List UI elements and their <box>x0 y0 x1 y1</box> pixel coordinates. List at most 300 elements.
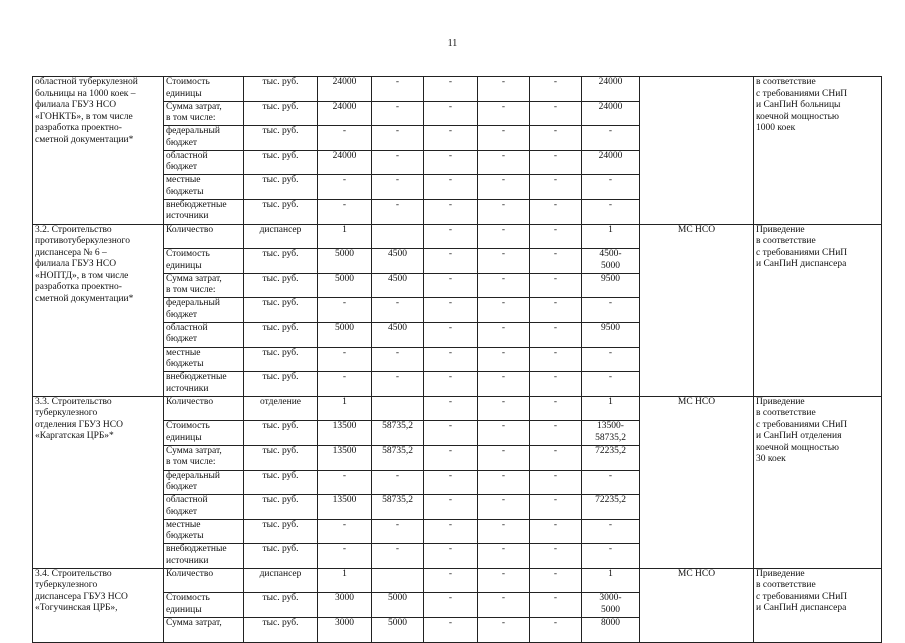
value-cell <box>372 568 424 593</box>
value-cell-line: - <box>448 445 453 456</box>
unit-cell: тыс. руб. <box>244 322 318 347</box>
measure-title-line: разработка проектно- <box>35 282 122 293</box>
value-cell-line: 24000 <box>332 101 357 112</box>
value-cell <box>478 568 530 593</box>
value-cell-line: - <box>553 396 558 407</box>
value-cell-line: - <box>448 249 453 260</box>
total-cell <box>582 273 640 298</box>
value-cell-line: - <box>342 347 347 358</box>
indicator-name-line: единицы <box>166 88 202 99</box>
indicator-name <box>164 347 244 372</box>
value-cell <box>478 593 530 618</box>
indicator-name-line: федеральный <box>166 470 220 481</box>
value-cell-line: 58735,2 <box>382 445 413 456</box>
expected-result-line: Приведение <box>756 224 805 235</box>
indicator-name <box>164 199 244 224</box>
value-cell-line: - <box>553 618 558 629</box>
value-cell <box>424 273 478 298</box>
value-cell <box>478 421 530 446</box>
unit-cell: диспансер <box>244 568 318 593</box>
value-cell <box>478 495 530 520</box>
value-cell <box>318 150 372 175</box>
value-cell-line: - <box>553 298 558 309</box>
value-cell-line: - <box>395 150 400 161</box>
value-cell-line: 58735,2 <box>382 421 413 432</box>
value-cell <box>530 322 582 347</box>
indicator-name <box>164 249 244 274</box>
value-cell-line: - <box>553 445 558 456</box>
value-cell <box>530 618 582 643</box>
value-cell-line: - <box>553 199 558 210</box>
table-row <box>33 396 882 421</box>
value-cell-line: - <box>501 273 506 284</box>
indicator-name <box>164 224 244 249</box>
value-cell <box>530 273 582 298</box>
expected-result-line: и СанПиН отделения <box>756 431 842 442</box>
unit-cell: диспансер <box>244 224 318 249</box>
measure-title-line: 3.3. Строительство <box>35 396 112 407</box>
value-cell-line: - <box>395 519 400 530</box>
value-cell-line: 5000 <box>335 273 354 284</box>
value-cell <box>318 249 372 274</box>
indicator-name <box>164 322 244 347</box>
indicator-name-line: бюджет <box>166 334 198 345</box>
indicator-name-line: внебюджетные <box>166 372 227 383</box>
total-cell-line: 1 <box>608 396 613 407</box>
indicator-name-line: областной <box>166 495 208 506</box>
total-cell-line: 1 <box>608 568 613 579</box>
value-cell <box>318 126 372 151</box>
unit-cell: тыс. руб. <box>244 495 318 520</box>
value-cell-line: 5000 <box>388 593 407 604</box>
indicator-name-line: Стоимость <box>166 421 210 432</box>
value-cell-line: - <box>501 396 506 407</box>
expected-result-line: с требованиями СНиП <box>756 88 848 99</box>
value-cell <box>372 421 424 446</box>
value-cell-line: 5000 <box>388 618 407 629</box>
value-cell-line: - <box>501 445 506 456</box>
value-cell-line: - <box>553 322 558 333</box>
indicator-name <box>164 618 244 643</box>
measure-title <box>33 396 164 568</box>
indicator-name-line: в том числе: <box>166 285 216 296</box>
unit-cell: тыс. руб. <box>244 470 318 495</box>
unit-cell: тыс. руб. <box>244 445 318 470</box>
expected-result-line: с требованиями СНиП <box>756 247 848 258</box>
value-cell-line: - <box>553 101 558 112</box>
total-cell-line: 58735,2 <box>595 432 626 443</box>
value-cell <box>372 519 424 544</box>
total-cell <box>582 347 640 372</box>
value-cell <box>478 618 530 643</box>
value-cell <box>318 618 372 643</box>
total-cell-line: - <box>608 175 613 186</box>
measure-title-line: филиала ГБУЗ НСО <box>35 259 117 270</box>
expected-result-line: в соответствие <box>756 77 816 87</box>
value-cell <box>372 150 424 175</box>
total-cell <box>582 101 640 126</box>
value-cell-line: - <box>395 101 400 112</box>
total-cell-line: - <box>608 126 613 137</box>
total-cell <box>582 544 640 569</box>
value-cell <box>424 593 478 618</box>
value-cell-line: - <box>501 199 506 210</box>
total-cell <box>582 372 640 397</box>
measure-title-line: «Каргатская ЦРБ»* <box>35 431 114 442</box>
value-cell-line: - <box>448 273 453 284</box>
measure-title <box>33 568 164 642</box>
value-cell <box>318 396 372 421</box>
indicator-name <box>164 175 244 200</box>
value-cell <box>318 175 372 200</box>
indicator-name-line: внебюджетные <box>166 544 227 555</box>
value-cell-line: - <box>553 519 558 530</box>
total-cell-line: 1 <box>608 224 613 235</box>
measure-title-line: областной туберкулезной <box>35 77 138 87</box>
value-cell <box>318 77 372 102</box>
value-cell-line: - <box>448 298 453 309</box>
value-cell <box>530 347 582 372</box>
value-cell <box>424 372 478 397</box>
value-cell <box>372 470 424 495</box>
total-cell <box>582 175 640 200</box>
value-cell <box>530 396 582 421</box>
value-cell-line: - <box>448 175 453 186</box>
value-cell <box>424 175 478 200</box>
unit-cell: тыс. руб. <box>244 199 318 224</box>
indicator-name-line: бюджет <box>166 309 198 320</box>
value-cell <box>478 372 530 397</box>
value-cell-line: - <box>448 372 453 383</box>
value-cell <box>424 544 478 569</box>
value-cell <box>424 101 478 126</box>
value-cell-line: - <box>501 347 506 358</box>
value-cell <box>478 273 530 298</box>
indicator-name-line: источники <box>166 211 209 222</box>
value-cell-line: 3000 <box>335 593 354 604</box>
value-cell <box>530 445 582 470</box>
indicator-name <box>164 273 244 298</box>
value-cell <box>478 101 530 126</box>
value-cell <box>318 273 372 298</box>
value-cell <box>318 372 372 397</box>
value-cell-line: - <box>342 126 347 137</box>
indicator-name <box>164 126 244 151</box>
value-cell <box>530 126 582 151</box>
value-cell <box>478 445 530 470</box>
total-cell <box>582 199 640 224</box>
value-cell-line: - <box>553 175 558 186</box>
value-cell <box>318 421 372 446</box>
indicator-name-line: в том числе: <box>166 457 216 468</box>
value-cell-line: 24000 <box>332 77 357 87</box>
total-cell <box>582 495 640 520</box>
measure-title <box>33 224 164 396</box>
program-table <box>32 76 882 643</box>
value-cell-line: - <box>448 199 453 210</box>
value-cell-line: - <box>501 298 506 309</box>
value-cell-line: - <box>395 544 400 555</box>
total-cell-line: 5000 <box>601 604 620 615</box>
value-cell <box>530 519 582 544</box>
total-cell <box>582 470 640 495</box>
value-cell <box>478 519 530 544</box>
indicator-name <box>164 101 244 126</box>
total-cell-line: 9500 <box>601 322 620 333</box>
value-cell <box>478 298 530 323</box>
measure-title-line: диспансера № 6 – <box>35 247 107 258</box>
indicator-name <box>164 421 244 446</box>
indicator-name <box>164 150 244 175</box>
value-cell-line: 5000 <box>335 249 354 260</box>
value-cell-line: - <box>395 298 400 309</box>
total-cell <box>582 396 640 421</box>
total-cell <box>582 249 640 274</box>
value-cell-line: - <box>501 519 506 530</box>
unit-cell: тыс. руб. <box>244 544 318 569</box>
indicator-name-line: бюджеты <box>166 359 204 370</box>
value-cell-line: - <box>501 372 506 383</box>
value-cell <box>318 470 372 495</box>
unit-cell: тыс. руб. <box>244 519 318 544</box>
total-cell <box>582 421 640 446</box>
value-cell-line: - <box>501 593 506 604</box>
total-cell <box>582 126 640 151</box>
value-cell-line: 1 <box>342 224 347 235</box>
unit-cell: тыс. руб. <box>244 249 318 274</box>
value-cell-line: - <box>448 495 453 506</box>
indicator-name-line: местные <box>166 519 201 530</box>
value-cell <box>530 298 582 323</box>
total-cell-line: 72235,2 <box>595 495 626 506</box>
value-cell-line: - <box>342 298 347 309</box>
value-cell <box>478 347 530 372</box>
value-cell <box>530 568 582 593</box>
total-cell-line: 4500- <box>599 249 622 260</box>
value-cell <box>372 347 424 372</box>
value-cell-line: - <box>448 77 453 87</box>
total-cell-line: 24000 <box>598 77 623 87</box>
value-cell <box>372 224 424 249</box>
value-cell-line: - <box>553 372 558 383</box>
value-cell-line: - <box>553 77 558 87</box>
value-cell-line: 1 <box>342 396 347 407</box>
value-cell-line: - <box>553 470 558 481</box>
expected-result-line: Приведение <box>756 396 805 407</box>
indicator-name <box>164 470 244 495</box>
value-cell-line: - <box>553 126 558 137</box>
value-cell-line: - <box>501 495 506 506</box>
total-cell <box>582 519 640 544</box>
unit-cell: тыс. руб. <box>244 101 318 126</box>
unit-cell: тыс. руб. <box>244 618 318 643</box>
value-cell <box>424 150 478 175</box>
value-cell-line: - <box>342 470 347 481</box>
value-cell <box>478 249 530 274</box>
table-body <box>33 77 882 643</box>
expected-result-line: Приведение <box>756 568 805 579</box>
measure-title-line: разработка проектно- <box>35 123 122 133</box>
unit-cell: тыс. руб. <box>244 421 318 446</box>
value-cell-line: - <box>501 77 506 87</box>
indicator-name <box>164 445 244 470</box>
value-cell <box>424 519 478 544</box>
indicator-name-line: Количество <box>166 396 214 407</box>
value-cell-line: - <box>501 322 506 333</box>
unit-cell: тыс. руб. <box>244 175 318 200</box>
value-cell <box>424 249 478 274</box>
value-cell <box>318 568 372 593</box>
value-cell-line: - <box>553 249 558 260</box>
total-cell-line: 24000 <box>598 150 623 161</box>
value-cell <box>318 298 372 323</box>
expected-result-line: 1000 коек <box>756 123 796 133</box>
value-cell <box>424 470 478 495</box>
unit-cell: тыс. руб. <box>244 298 318 323</box>
value-cell-line: - <box>448 126 453 137</box>
value-cell-line: - <box>553 544 558 555</box>
executor-cell <box>640 77 754 225</box>
value-cell-line: - <box>553 347 558 358</box>
indicator-name-line: бюджет <box>166 162 198 173</box>
total-cell-line: - <box>608 199 613 210</box>
total-cell-line: - <box>608 519 613 530</box>
indicator-name <box>164 396 244 421</box>
value-cell <box>318 495 372 520</box>
table-row <box>33 224 882 249</box>
value-cell <box>478 175 530 200</box>
indicator-name-line: федеральный <box>166 298 220 309</box>
indicator-name <box>164 372 244 397</box>
value-cell <box>530 224 582 249</box>
measure-title <box>33 77 164 225</box>
value-cell <box>372 445 424 470</box>
value-cell <box>530 593 582 618</box>
value-cell-line: - <box>395 372 400 383</box>
expected-result-line: 30 коек <box>756 454 786 465</box>
value-cell <box>318 199 372 224</box>
value-cell <box>530 77 582 102</box>
unit-cell: тыс. руб. <box>244 126 318 151</box>
measure-title-line: 3.2. Строительство <box>35 224 112 235</box>
value-cell <box>478 544 530 569</box>
value-cell <box>372 77 424 102</box>
total-cell <box>582 593 640 618</box>
total-cell-line: - <box>608 470 613 481</box>
value-cell-line: - <box>448 421 453 432</box>
value-cell <box>372 273 424 298</box>
value-cell-line: - <box>501 618 506 629</box>
total-cell-line: - <box>608 544 613 555</box>
value-cell <box>530 495 582 520</box>
measure-title-line: «Тогучинская ЦРБ», <box>35 603 118 614</box>
value-cell <box>424 126 478 151</box>
indicator-name <box>164 519 244 544</box>
total-cell-line: 3000- <box>599 593 622 604</box>
value-cell-line: - <box>448 150 453 161</box>
value-cell-line: - <box>501 126 506 137</box>
value-cell <box>318 101 372 126</box>
value-cell <box>372 495 424 520</box>
value-cell <box>372 249 424 274</box>
value-cell-line: - <box>501 249 506 260</box>
expected-result-line: с требованиями СНиП <box>756 591 848 602</box>
unit-cell: тыс. руб. <box>244 77 318 102</box>
value-cell-line: - <box>395 470 400 481</box>
value-cell-line: - <box>395 347 400 358</box>
value-cell <box>372 126 424 151</box>
indicator-name-line: Стоимость <box>166 77 210 87</box>
value-cell <box>478 224 530 249</box>
value-cell-line: - <box>448 568 453 579</box>
table-row <box>33 568 882 593</box>
value-cell-line: 4500 <box>388 249 407 260</box>
value-cell <box>318 519 372 544</box>
unit-cell: тыс. руб. <box>244 273 318 298</box>
value-cell-line: - <box>501 544 506 555</box>
value-cell <box>530 101 582 126</box>
value-cell-line: - <box>448 322 453 333</box>
value-cell <box>530 249 582 274</box>
value-cell-line: - <box>448 347 453 358</box>
indicator-name <box>164 568 244 593</box>
value-cell <box>318 544 372 569</box>
expected-result-line: и СанПиН диспансера <box>756 603 847 614</box>
indicator-name-line: бюджет <box>166 506 198 517</box>
indicator-name-line: бюджеты <box>166 186 204 197</box>
executor-cell: МС НСО <box>640 224 754 396</box>
measure-title-line: туберкулезного <box>35 580 98 591</box>
value-cell-line: - <box>501 224 506 235</box>
value-cell-line: - <box>501 101 506 112</box>
total-cell <box>582 568 640 593</box>
total-cell <box>582 298 640 323</box>
expected-result-line: коечной мощностью <box>756 111 839 122</box>
value-cell-line: - <box>342 544 347 555</box>
value-cell <box>424 298 478 323</box>
value-cell <box>424 618 478 643</box>
value-cell-line: - <box>448 101 453 112</box>
value-cell-line: - <box>501 175 506 186</box>
value-cell <box>372 544 424 569</box>
executor-cell: МС НСО <box>640 396 754 568</box>
value-cell-line: - <box>342 519 347 530</box>
indicator-name <box>164 593 244 618</box>
value-cell <box>424 224 478 249</box>
total-cell-line: 8000 <box>601 618 620 629</box>
value-cell <box>318 224 372 249</box>
value-cell-line: - <box>501 470 506 481</box>
total-cell-line: 24000 <box>598 101 623 112</box>
value-cell <box>372 322 424 347</box>
indicator-name-line: местные <box>166 347 201 358</box>
value-cell <box>530 199 582 224</box>
indicator-name-line: источники <box>166 555 209 566</box>
value-cell <box>372 593 424 618</box>
value-cell-line: - <box>448 396 453 407</box>
total-cell <box>582 618 640 643</box>
total-cell-line: - <box>608 347 613 358</box>
indicator-name <box>164 544 244 569</box>
value-cell-line: - <box>553 568 558 579</box>
value-cell <box>372 175 424 200</box>
value-cell-line: 4500 <box>388 273 407 284</box>
indicator-name-line: Сумма затрат, <box>166 618 222 629</box>
indicator-name-line: источники <box>166 383 209 394</box>
total-cell-line: 9500 <box>601 273 620 284</box>
value-cell <box>372 101 424 126</box>
indicator-name-line: в том числе: <box>166 113 216 124</box>
